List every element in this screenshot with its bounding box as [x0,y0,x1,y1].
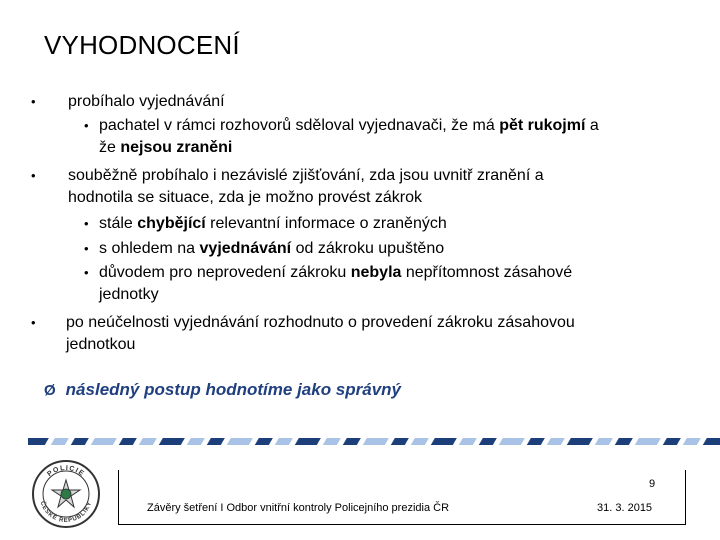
svg-text:POLICIE: POLICIE [46,464,86,479]
bullet-2-2: s ohledem na vyjednávání od zákroku upuštěno [99,240,445,257]
bullet-1-1: pachatel v rámci rozhovorů sděloval vyjednavači, že má pět rukojmí a [99,117,599,134]
band-dash [499,438,525,445]
band-dash [71,438,89,445]
page-number: 9 [649,478,656,490]
bullet-1: probíhalo vyjednávání [68,93,225,110]
band-dash [431,438,457,445]
band-dash [28,438,49,445]
band-dash [703,438,720,445]
arrow-bullet-icon: Ø [44,382,56,399]
band-dash [411,438,429,445]
band-dash [683,438,701,445]
svg-text:ČESKÉ REPUBLIKY: ČESKÉ REPUBLIKY [38,500,94,525]
band-dash [91,438,117,445]
band-dash [295,438,321,445]
band-dash [227,438,253,445]
decorative-band [28,436,720,448]
bullet-2-cont: hodnotila se situace, zda je možno provést zákrok [68,189,422,206]
police-logo-icon [30,458,102,530]
band-dash [255,438,273,445]
band-dash [119,438,137,445]
band-dash [275,438,293,445]
bullet-marker: • [84,118,89,133]
bullet-marker: • [84,241,89,256]
bullet-marker: • [84,265,89,280]
footer-date: 31. 3. 2015 [597,502,653,514]
footer-frame [118,470,686,525]
band-dash [595,438,613,445]
bullet-2-1: stále chybějící relevantní informace o zraněných [99,215,447,232]
bullet-marker: • [31,94,36,109]
band-dash [615,438,633,445]
band-dash [527,438,545,445]
band-dash [479,438,497,445]
footer-caption: Závěry šetření I Odbor vnitřní kontroly Policejního prezidia ČR [147,502,450,514]
band-dash [187,438,205,445]
bullet-marker: • [84,216,89,231]
slide-title: VYHODNOCENÍ [44,30,240,60]
bullet-3-cont: jednotkou [66,336,136,353]
band-dash [159,438,185,445]
conclusion-line [44,380,401,400]
bullet-3: po neúčelnosti vyjednávání rozhodnuto o provedení zákroku zásahovou [66,314,575,331]
band-dash [547,438,565,445]
bullet-marker: • [31,168,36,183]
bullet-2: souběžně probíhalo i nezávislé zjišťování, zda jsou uvnitř zranění a [68,167,544,184]
band-dash [51,438,69,445]
band-dash [567,438,593,445]
band-dash [207,438,225,445]
band-dash [323,438,341,445]
conclusion-text: následný postup hodnotíme jako správný [65,380,402,399]
bullet-1-1-cont: že nejsou zraněni [99,139,233,156]
band-dash [139,438,157,445]
band-dash [363,438,389,445]
band-dash [459,438,477,445]
band-dash [391,438,409,445]
bullet-marker: • [31,315,36,330]
bullet-2-3: důvodem pro neprovedení zákroku nebyla nepřítomnost zásahové [99,264,573,281]
band-dash [663,438,681,445]
bullet-2-3-cont: jednotky [99,286,159,303]
band-dash [343,438,361,445]
band-dash [635,438,661,445]
